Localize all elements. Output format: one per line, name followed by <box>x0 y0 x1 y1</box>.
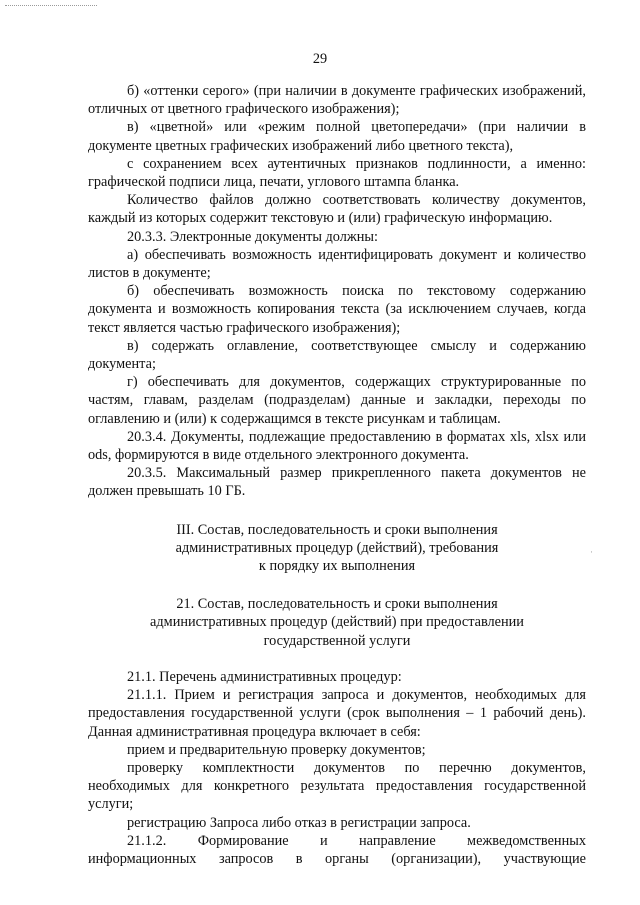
page-number: 29 <box>312 51 328 67</box>
paragraph-21-1-2: 21.1.2. Формирование и направление межведомственных информационных запросов в органы (организации), участвующие <box>88 832 586 867</box>
paragraph-completeness-check: проверку комплектности документов по перечню документов, необходимых для конкретного результата предоставления государственной услуги; <box>88 759 586 813</box>
paragraph-item-a: а) обеспечивать возможность идентифицировать документ и количество листов в документе; <box>88 246 586 282</box>
paragraph-file-count: Количество файлов должно соответствовать количеству документов, каждый из которых содержит текстовую и (или) графическую информацию. <box>88 192 586 227</box>
paragraph-item-v: в) содержать оглавление, соответствующее смыслу и содержанию документа; <box>88 337 586 373</box>
paragraph-21-1: 21.1. Перечень административных процедур: <box>127 668 402 685</box>
scan-artifact <box>5 5 97 9</box>
margin-mark: · <box>590 547 593 557</box>
section-heading-line: к порядку их выполнения <box>258 558 416 575</box>
section-heading-line: административных процедур (действий), требования <box>175 539 499 556</box>
paragraph-color: в) «цветной» или «режим полной цветопередачи» (при наличии в документе цветных графических изображений либо цветного текста), <box>88 119 586 154</box>
subsection-heading-line: административных процедур (действий) при предоставлении <box>150 614 524 631</box>
paragraph-registration: регистрацию Запроса либо отказ в регистрации запроса. <box>127 814 471 831</box>
paragraph-reception: прием и предварительную проверку документов; <box>127 741 426 758</box>
paragraph-21-1-1: 21.1.1. Прием и регистрация запроса и документов, необходимых для предоставления государственной услуги (срок выполнения – 1 рабочий день). Данная административная процедура включает в себя: <box>88 687 586 740</box>
paragraph-grayscale: б) «оттенки серого» (при наличии в документе графических изображений, отличных от цветного графического изображения); <box>88 83 586 118</box>
paragraph-20-3-3: 20.3.3. Электронные документы должны: <box>127 228 378 245</box>
paragraph-item-b: б) обеспечивать возможность поиска по текстовому содержанию документа и возможность копирования текста (за исключением случаев, когда текст является частью графического изображения); <box>88 283 586 336</box>
paragraph-20-3-5: 20.3.5. Максимальный размер прикрепленного пакета документов не должен превышать 10 ГБ. <box>88 465 586 500</box>
subsection-heading <box>88 595 586 650</box>
document-body <box>88 82 586 868</box>
paragraph-20-3-4: 20.3.4. Документы, подлежащие предоставлению в форматах xls, xlsx или ods, формируются в виде отдельного электронного документа. <box>88 428 586 464</box>
section-heading <box>88 521 586 576</box>
paragraph-authenticity: с сохранением всех аутентичных признаков подлинности, а именно: графической подписи лица, печати, углового штампа бланка. <box>88 155 586 191</box>
paragraph-item-g: г) обеспечивать для документов, содержащих структурированные по частям, главам, разделам (подразделам) данные и закладки, переходы по оглавлению и (или) к содержащимся в тексте рисункам и таблицам. <box>88 374 586 427</box>
section-heading-line: III. Состав, последовательность и сроки выполнения <box>176 521 498 538</box>
subsection-heading-line: государственной услуги <box>263 632 411 649</box>
subsection-heading-line: 21. Состав, последовательность и сроки выполнения <box>176 596 498 613</box>
